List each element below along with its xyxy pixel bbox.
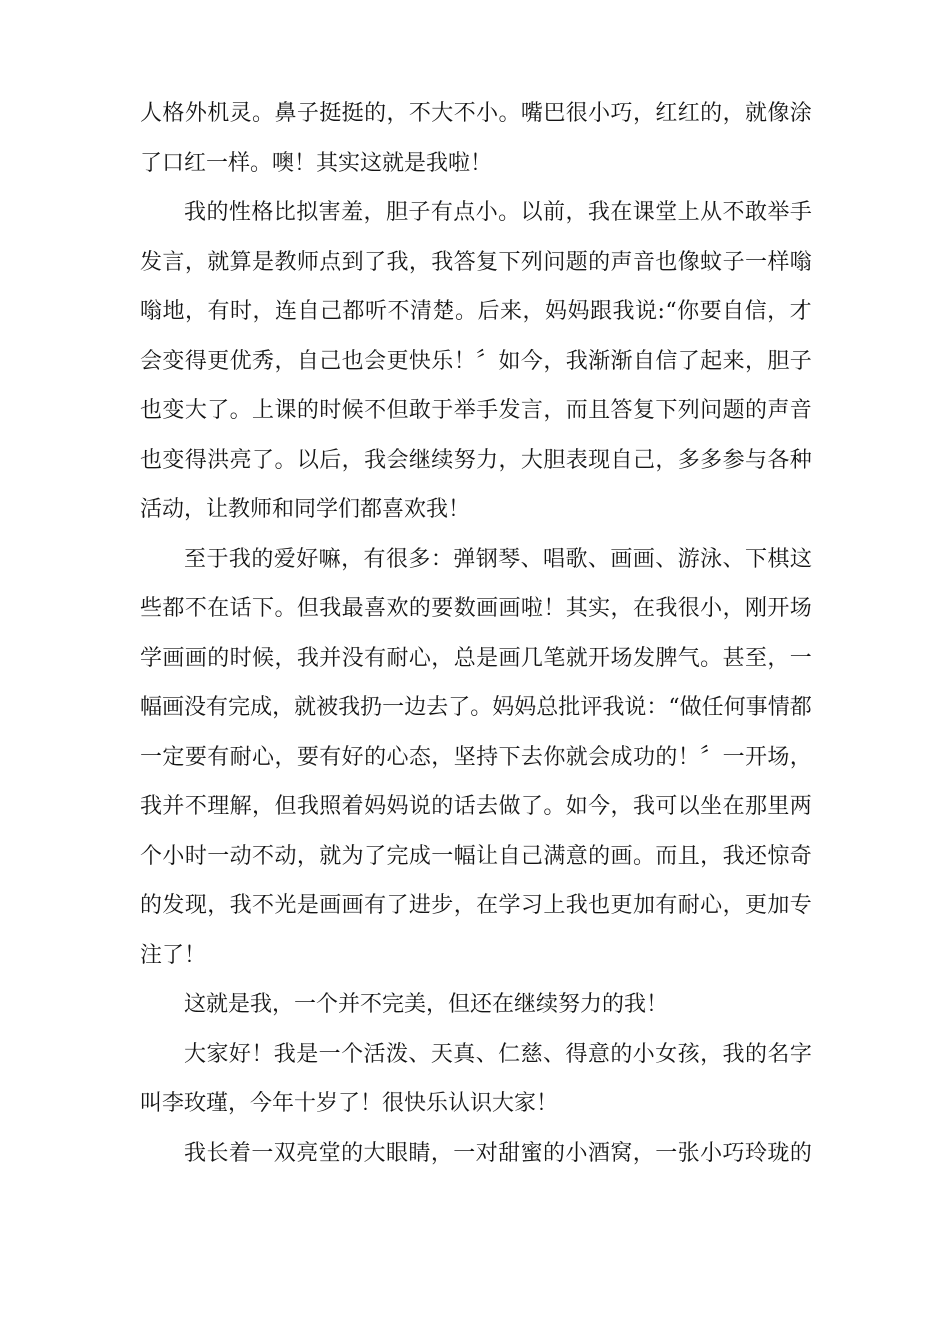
text-line: 叫李玫瑾，今年十岁了！很快乐认识大家！ <box>140 1091 559 1116</box>
text-line: 我 的 性 格 比 拟 害 羞 ， 胆 子 有 点 小 。 以 前 ， 我 在 课 堂 上 从 不 敢 举 手 <box>184 200 812 225</box>
text-line: 人 格 外 机 灵 。 鼻 子 挺 挺 的 ， 不 大 不 小 。 嘴 巴 很 小 巧 ， 红 红 的 ， 就 像 涂 <box>140 101 812 126</box>
text-line: 大 家 好 ！ 我 是 一 个 活 泼 、 天 真 、 仁 慈 、 得 意 的 小 女 孩 ， 我 的 名 字 <box>184 1041 812 1067</box>
text-line: 这就是我，一个并不完美，但还在继续努力的我！ <box>184 992 669 1017</box>
text-line: 些 都 不 在 话 下 。 但 我 最 喜 欢 的 要 数 画 画 啦 ！ 其 实 ， 在 我 很 小 ， 刚 开 场 <box>140 596 812 621</box>
text-line: 我 长 着 一 双 亮 堂 的 大 眼 睛 ， 一 对 甜 蜜 的 小 酒 窝 ， 一 张 小 巧 玲 珑 的 <box>184 1140 812 1166</box>
text-line: 一 定 要 有 耐 心 ， 要 有 好 的 心 态 ， 坚 持 下 去 你 就 会 成 功 的 ！ 〞 一 开 场 ， <box>140 744 812 770</box>
text-line: 嗡 地 ， 有 时 ， 连 自 己 都 听 不 清 楚 。 后 来 ， 妈 妈 跟 我 说 : “ 你 要 自 信 ， 才 <box>140 299 812 324</box>
text-line: 了口红一样。噢！其实这就是我啦！ <box>140 150 493 176</box>
text-line: 活动，让教师和同学们都喜欢我！ <box>140 497 471 522</box>
text-line: 学 画 画 的 时 候 ， 我 并 没 有 耐 心 ， 总 是 画 几 笔 就 开 场 发 脾 气 。 甚 至 ， 一 <box>140 645 812 671</box>
text-line: 的 发 现 ， 我 不 光 是 画 画 有 了 进 步 ， 在 学 习 上 我 也 更 加 有 耐 心 ， 更 加 专 <box>140 893 812 918</box>
text-line: 会 变 得 更 优 秀 ， 自 己 也 会 更 快 乐 ！ 〞 如 今 ， 我 渐 渐 自 信 了 起 来 ， 胆 子 <box>140 348 812 374</box>
text-line: 也 变 得 洪 亮 了 。 以 后 ， 我 会 继 续 努 力 ， 大 胆 表 现 自 己 ， 多 多 参 与 各 种 <box>140 447 812 473</box>
text-line: 个 小 时 一 动 不 动 ， 就 为 了 完 成 一 幅 让 自 己 满 意 的 画 。 而 且 ， 我 还 惊 奇 <box>140 843 812 869</box>
text-line: 注了！ <box>140 942 207 968</box>
text-line: 幅 画 没 有 完 成 ， 就 被 我 扔 一 边 去 了 。 妈 妈 总 批 评 我 说 ： “ 做 任 何 事 情 都 <box>140 695 812 720</box>
text-line: 我 并 不 理 解 ， 但 我 照 着 妈 妈 说 的 话 去 做 了 。 如 今 ， 我 可 以 坐 在 那 里 两 <box>140 794 812 819</box>
text-line: 也 变 大 了 。 上 课 的 时 候 不 但 敢 于 举 手 发 言 ， 而 且 答 复 下 列 问 题 的 声 音 <box>140 398 812 423</box>
text-line: 发 言 ， 就 算 是 教 师 点 到 了 我 ， 我 答 复 下 列 问 题 的 声 音 也 像 蚊 子 一 样 嗡 <box>140 249 812 275</box>
text-line: 至 于 我 的 爱 好 嘛 ， 有 很 多 ： 弹 钢 琴 、 唱 歌 、 画 画 、 游 泳 、 下 棋 这 <box>184 546 812 572</box>
